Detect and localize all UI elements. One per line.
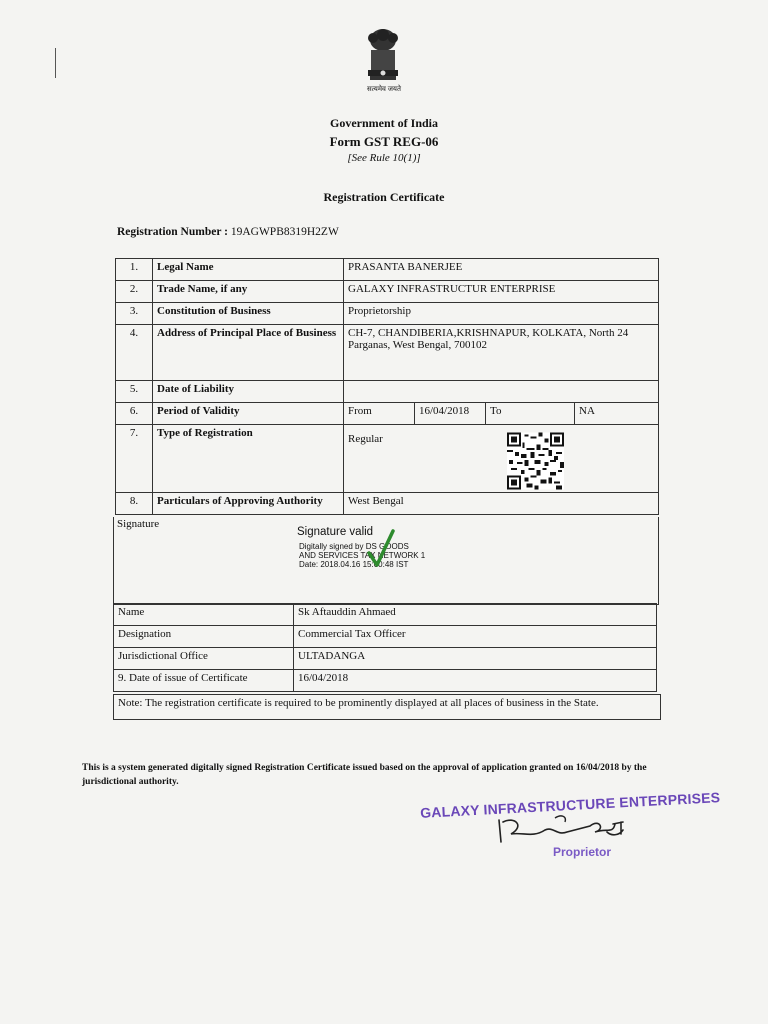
signature-line: Date: 2018.04.16 15:00:48 IST [299,560,409,569]
row-number: 5. [116,381,153,403]
qr-code-icon [507,432,564,490]
handwritten-signature-icon [495,812,645,848]
validity-from-label: From [344,403,415,425]
scan-mark [55,48,56,78]
row-label: Constitution of Business [153,303,344,325]
row-value: PRASANTA BANERJEE [344,259,659,281]
row-label: Jurisdictional Office [114,648,294,670]
table-row [116,493,659,515]
row-value: Commercial Tax Officer [294,626,657,648]
row-value: 16/04/2018 [294,670,657,692]
row-label: Type of Registration [153,425,344,493]
rule-reference: [See Rule 10(1)] [347,152,421,164]
digital-signature-details [299,542,425,569]
registration-type-value: Regular [348,433,383,445]
row-label: Address of Principal Place of Business [153,325,344,381]
government-heading: Government of India [330,116,438,130]
row-value-cell [344,425,659,493]
row-label: Date of Liability [153,381,344,403]
certificate-title: Registration Certificate [323,190,445,204]
row-number: 4. [116,325,153,381]
row-label: Period of Validity [153,403,344,425]
row-number: 1. [116,259,153,281]
row-label: Name [114,604,294,626]
row-label: Designation [114,626,294,648]
registration-number [117,226,339,238]
row-label: 9. Date of issue of Certificate [114,670,294,692]
row-number: 3. [116,303,153,325]
system-generated-note: This is a system generated digitally signed Registration Certificate issued based on the approval of application granted on 16/04/2018 by the jurisdictional authority. [82,763,647,787]
row-number: 2. [116,281,153,303]
emblem-motto: सत्यमेव जयते [367,85,401,93]
registration-number-label: Registration Number : [117,226,228,238]
table-row [114,648,657,670]
table-row [114,670,657,692]
row-number: 7. [116,425,153,493]
registration-number-value: 19AGWPB8319H2ZW [230,226,339,238]
table-row [116,281,659,303]
row-label: Trade Name, if any [153,281,344,303]
table-row [114,626,657,648]
row-value: West Bengal [344,493,659,515]
table-row [116,381,659,403]
row-value: Proprietorship [344,303,659,325]
row-value [344,381,659,403]
proprietor-stamp: GALAXY INFRASTRUCTURE ENTERPRISES [419,789,721,821]
table-row [116,425,659,493]
validity-to-value: NA [575,403,659,425]
table-row [116,259,659,281]
row-number: 6. [116,403,153,425]
table-row [116,303,659,325]
signature-label: Signature [117,518,160,530]
row-number: 8. [116,493,153,515]
validity-from-value: 16/04/2018 [415,403,486,425]
officer-details-table [113,603,657,692]
form-title: Form GST REG-06 [329,134,439,149]
signature-line: Digitally signed by DS GOODS [299,542,409,551]
row-value: ULTADANGA [294,648,657,670]
checkmark-icon [367,529,395,569]
signature-valid-label: Signature valid [297,526,374,538]
row-value: CH-7, CHANDIBERIA,KRISHNAPUR, KOLKATA, North 24 Parganas, West Bengal, 700102 [344,325,659,381]
table-row [116,325,659,381]
row-label: Legal Name [153,259,344,281]
proprietor-title: Proprietor [553,845,612,859]
row-label: Particulars of Approving Authority [153,493,344,515]
row-value: Sk Aftauddin Ahmaed [294,604,657,626]
registration-details-table [115,258,659,515]
table-row [116,403,659,425]
signature-block [113,517,659,605]
row-value: GALAXY INFRASTRUCTUR ENTERPRISE [344,281,659,303]
validity-to-label: To [486,403,575,425]
signature-line: AND SERVICES TAX NETWORK 1 [299,551,426,560]
display-note: Note: The registration certificate is required to be prominently displayed at all places of business in the State. [113,694,661,720]
table-row [114,604,657,626]
